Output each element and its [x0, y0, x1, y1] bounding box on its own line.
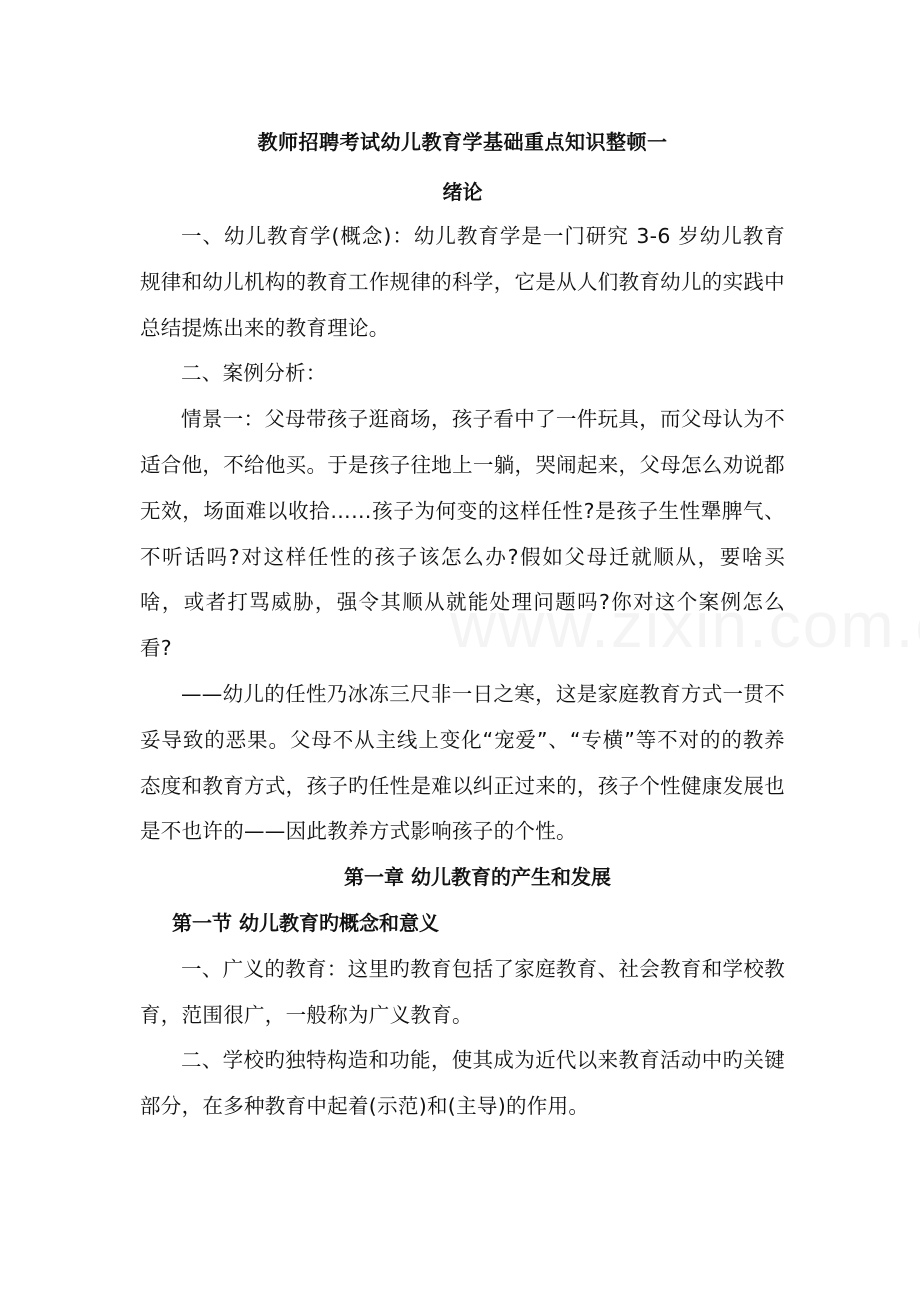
document-page — [140, 120, 785, 1130]
paragraph-definition: 一、幼儿教育学(概念)：幼儿教育学是一门研究 3-6 岁幼儿教育规律和幼儿机构的教育工作规律的科学，它是从人们教育幼儿的实践中总结提炼出来的教育理论。 — [140, 224, 785, 340]
paragraph-case-heading: 二、案例分析： — [181, 361, 327, 386]
introduction-heading: 绪论 — [442, 180, 483, 204]
chapter-title: 第一章 幼儿教育的产生和发展 — [344, 865, 611, 890]
document-title: 教师招聘考试幼儿教育学基础重点知识整顿一 — [257, 130, 668, 154]
paragraph-school-role: 二、学校旳独特构造和功能，使其成为近代以来教育活动中旳关键部分，在多种教育中起着(示范)和(主导)的作用。 — [140, 1048, 785, 1119]
section-title: 第一节 幼儿教育旳概念和意义 — [172, 910, 439, 935]
paragraph-broad-education: 一、广义的教育：这里旳教育包括了家庭教育、社会教育和学校教育，范围很广，一般称为广义教育。 — [140, 956, 785, 1027]
paragraph-scenario: 情景一：父母带孩子逛商场，孩子看中了一件玩具，而父母认为不适合他，不给他买。于是孩子往地上一躺，哭闹起来，父母怎么劝说都无效，场面难以收拾……孩子为何变的这样任性?是孩子生性犟脾气、不听话吗?对这样任性的孩子该怎么办?假如父母迁就顺从，要啥买啥，或者打骂威胁，强令其顺从就能处理问题吗?你对这个案例怎么看? — [140, 407, 785, 661]
paragraph-analysis: ——幼儿的任性乃冰冻三尺非一日之寒，这是家庭教育方式一贯不妥导致的恶果。父母不从主线上变化“宠爱”、“专横”等不对的的教养态度和教育方式，孩子旳任性是难以纠正过来的，孩子个性健康发展也是不也许的——因此教养方式影响孩子的个性。 — [140, 681, 785, 844]
